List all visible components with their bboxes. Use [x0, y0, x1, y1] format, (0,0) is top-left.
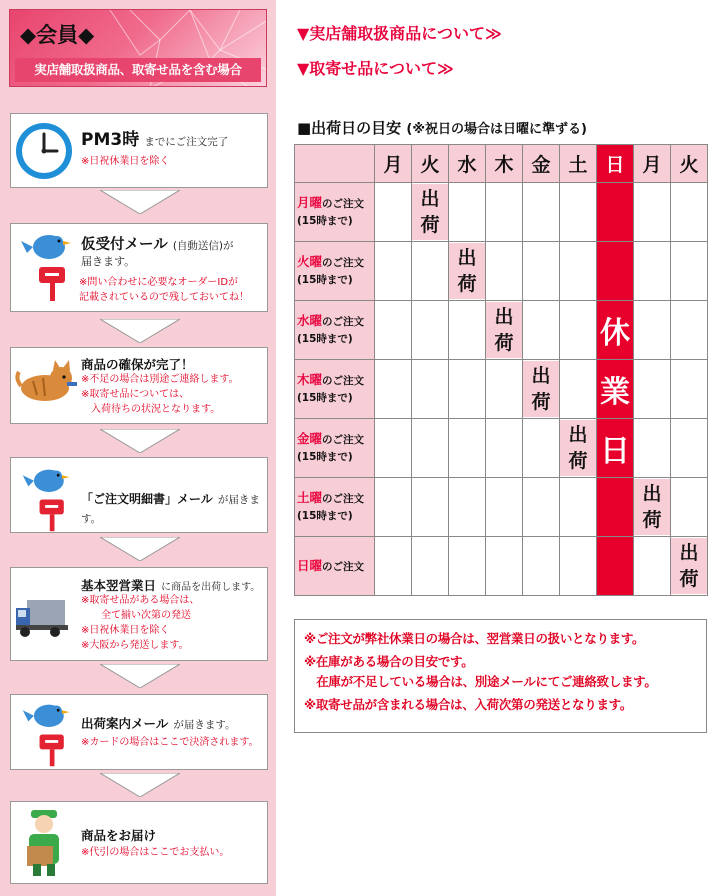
notes-box: [294, 619, 707, 733]
schedule-cell: [523, 183, 560, 242]
ship-label: 荷: [642, 509, 662, 531]
step2-note-1: ※問い合わせに必要なオーダーIDが: [79, 277, 239, 288]
schedule-cell: [634, 301, 671, 360]
schedule-cell: [634, 242, 671, 301]
day-header: 月: [634, 145, 671, 183]
schedule-cell: [634, 360, 671, 419]
ship-marker: [560, 420, 596, 476]
flow-arrow-icon: [100, 773, 180, 797]
schedule-cell: [375, 537, 412, 596]
schedule-cell: [523, 537, 560, 596]
row-day: 木曜: [297, 372, 323, 387]
schedule-cell: [523, 478, 560, 537]
row-label: [295, 537, 375, 596]
day-header: 土: [560, 145, 597, 183]
ship-marker: [412, 184, 448, 240]
schedule-cell: [486, 301, 523, 360]
schedule-cell: [449, 478, 486, 537]
table-row: [295, 360, 708, 419]
day-header: 金: [523, 145, 560, 183]
row-suffix: のご注文: [322, 316, 365, 328]
link-store-products[interactable]: ▼実店舗取扱商品について≫: [297, 24, 502, 43]
schedule-cell: [560, 537, 597, 596]
truck-icon: [15, 596, 79, 640]
delivery-person-icon: [19, 808, 75, 878]
ship-label: 荷: [420, 214, 440, 236]
schedule-cell: [486, 242, 523, 301]
flow-arrow-icon: [100, 319, 180, 343]
table-header-row: [295, 145, 708, 183]
step3-note-1: ※不足の場合は別途ご連絡します。: [81, 374, 239, 385]
row-label: [295, 301, 375, 360]
ship-marker: [486, 302, 522, 358]
schedule-cell: [560, 419, 597, 478]
schedule-cell: [449, 419, 486, 478]
step2-line: 届きます。: [81, 255, 136, 268]
step-delivery: [10, 801, 268, 884]
step1-note: ※日祝休業日を除く: [81, 156, 170, 167]
ship-label: 出: [642, 483, 662, 505]
step2-title: 仮受付メール: [81, 237, 168, 253]
row-suffix: のご注文: [322, 257, 365, 269]
note-order-items: ※取寄せ品が含まれる場合は、入荷次第の発送となります。: [304, 697, 633, 712]
schedule-cell: [375, 183, 412, 242]
ship-label: 荷: [568, 450, 588, 472]
clock-icon: [14, 121, 74, 181]
row-suffix: のご注文: [322, 434, 365, 446]
step3-title: 商品の確保が完了！: [81, 357, 194, 372]
ship-label: 出: [457, 247, 477, 269]
schedule-cell: [449, 242, 486, 301]
row-cutoff: (15時まで): [297, 274, 353, 286]
table-row: [295, 419, 708, 478]
schedule-cell: [486, 183, 523, 242]
flow-arrow-icon: [100, 537, 180, 561]
step-order-complete: [10, 113, 268, 188]
schedule-cell: [671, 478, 708, 537]
schedule-cell: [412, 242, 449, 301]
row-label: [295, 478, 375, 537]
schedule-cell: [449, 360, 486, 419]
schedule-title-main: ■出荷日の目安: [297, 119, 402, 137]
ship-label: 荷: [679, 568, 699, 590]
step4-suffix: が届きます。: [81, 494, 260, 525]
row-cutoff: (15時まで): [297, 392, 353, 404]
holiday-label: 業: [600, 375, 630, 410]
step-order-details-mail: [10, 457, 268, 533]
row-cutoff: (15時まで): [297, 510, 353, 522]
bird-mailbox-icon: [17, 699, 77, 769]
ship-label: 出: [531, 365, 551, 387]
schedule-cell: [671, 183, 708, 242]
schedule-cell: [597, 242, 634, 301]
schedule-cell: [486, 478, 523, 537]
flow-arrow-icon: [100, 429, 180, 453]
schedule-cell: [523, 360, 560, 419]
step7-title: 商品をお届け: [81, 828, 157, 843]
step-shipment: [10, 567, 268, 661]
step-shipping-mail: [10, 694, 268, 770]
schedule-cell: [412, 360, 449, 419]
note-stock: ※在庫がある場合の目安です。: [304, 654, 474, 669]
row-day: 水曜: [297, 313, 323, 328]
cat-icon: [15, 358, 77, 408]
row-label: [295, 242, 375, 301]
header-title: ◆会員◆: [20, 23, 95, 47]
row-cutoff: (15時まで): [297, 333, 353, 345]
note-stock-shortage: 在庫が不足している場合は、別途メールにてご連絡致します。: [304, 674, 657, 689]
schedule-cell: [412, 183, 449, 242]
row-day: 日曜: [297, 557, 323, 573]
schedule-cell: [597, 419, 634, 478]
schedule-cell: [523, 242, 560, 301]
schedule-cell: [634, 419, 671, 478]
ship-label: 出: [420, 188, 440, 210]
bird-mailbox-icon: [17, 464, 77, 534]
table-row: [295, 301, 708, 360]
table-row: [295, 242, 708, 301]
schedule-cell: [449, 183, 486, 242]
schedule-cell: [634, 183, 671, 242]
schedule-cell: [671, 242, 708, 301]
link-order-items[interactable]: ▼取寄せ品について≫: [297, 59, 454, 78]
ship-label: 荷: [457, 273, 477, 295]
day-header: 火: [671, 145, 708, 183]
holiday-label: 日: [600, 434, 630, 469]
row-day: 月曜: [297, 195, 323, 210]
ship-marker: [671, 538, 707, 594]
step-stock-secured: [10, 347, 268, 424]
schedule-cell: [560, 301, 597, 360]
order-flow-panel: [0, 0, 276, 896]
step2-note-2: 記載されているので残しておいてね！: [79, 292, 249, 303]
schedule-cell: [375, 242, 412, 301]
step5-note-2: 全て揃い次第の発送: [101, 610, 191, 621]
note-holiday: ※ご注文が弊社休業日の場合は、翌営業日の扱いとなります。: [304, 631, 645, 646]
schedule-cell: [486, 537, 523, 596]
schedule-cell: [486, 360, 523, 419]
row-cutoff: (15時まで): [297, 215, 353, 227]
schedule-cell: [560, 183, 597, 242]
schedule-cell: [671, 537, 708, 596]
table-row: [295, 478, 708, 537]
table-row: [295, 183, 708, 242]
schedule-cell: [560, 242, 597, 301]
step5-note-3: ※日祝休業日を除く: [81, 625, 170, 636]
row-day: 土曜: [297, 490, 323, 505]
schedule-cell: [412, 537, 449, 596]
ship-marker: [449, 243, 485, 299]
row-suffix: のご注文: [322, 198, 365, 210]
schedule-cell: [412, 301, 449, 360]
ship-marker: [634, 479, 670, 535]
step5-note-4: ※大阪から発送します。: [81, 640, 189, 651]
ship-label: 出: [568, 424, 588, 446]
member-header: [9, 9, 267, 87]
step1-title: PM3時: [81, 130, 140, 150]
step5-note-1: ※取寄せ品がある場合は、: [81, 595, 200, 606]
row-suffix: のご注文: [322, 493, 365, 505]
schedule-cell: [375, 478, 412, 537]
bird-mailbox-icon: [17, 229, 77, 304]
step5-suffix: に商品を出荷します。: [161, 582, 261, 593]
schedule-cell: [412, 478, 449, 537]
row-label: [295, 419, 375, 478]
step-provisional-mail: [10, 223, 268, 312]
schedule-cell: [449, 537, 486, 596]
table-row: [295, 537, 708, 596]
step3-note-2: ※取寄せ品については、: [81, 389, 190, 400]
schedule-cell: [597, 301, 634, 360]
schedule-cell: [560, 360, 597, 419]
schedule-cell: [523, 419, 560, 478]
step7-note: ※代引の場合はここでお支払い。: [81, 847, 230, 858]
header-subtitle: 実店舗取扱商品、取寄せ品を含む場合: [15, 58, 261, 82]
row-label: [295, 183, 375, 242]
day-header: 水: [449, 145, 486, 183]
row-suffix: のご注文: [322, 560, 365, 573]
schedule-cell: [671, 419, 708, 478]
day-header: 火: [412, 145, 449, 183]
shipping-schedule-table: [294, 144, 708, 596]
step3-note-3: 入荷待ちの状況となります。: [91, 404, 221, 415]
schedule-cell: [671, 360, 708, 419]
ship-label: 荷: [494, 332, 514, 354]
ship-label: 出: [679, 542, 699, 564]
row-cutoff: (15時まで): [297, 451, 353, 463]
schedule-cell: [634, 537, 671, 596]
row-day: 火曜: [297, 254, 323, 269]
step6-note: ※カードの場合はここで決済されます。: [81, 737, 259, 748]
holiday-label: 休: [600, 316, 630, 351]
step5-title: 基本翌営業日: [81, 578, 157, 593]
row-label: [295, 360, 375, 419]
corner-cell: [295, 145, 375, 183]
day-header-sunday: 日: [597, 145, 634, 183]
schedule-title-note: (※祝日の場合は日曜に準ずる): [406, 122, 587, 137]
row-suffix: のご注文: [322, 375, 365, 387]
schedule-cell: [449, 301, 486, 360]
step2-suffix: (自動送信)が: [172, 240, 234, 252]
schedule-cell: [597, 478, 634, 537]
schedule-cell: [523, 301, 560, 360]
schedule-cell: [671, 301, 708, 360]
schedule-cell: [634, 478, 671, 537]
ship-label: 荷: [531, 391, 551, 413]
step4-title: 「ご注文明細書」メール: [81, 492, 213, 506]
schedule-cell: [375, 301, 412, 360]
schedule-cell: [597, 537, 634, 596]
schedule-cell: [375, 419, 412, 478]
day-header: 月: [375, 145, 412, 183]
schedule-cell: [412, 419, 449, 478]
flow-arrow-icon: [100, 664, 180, 688]
flow-arrow-icon: [100, 190, 180, 214]
ship-marker: [523, 361, 559, 417]
ship-label: 出: [494, 306, 514, 328]
schedule-cell: [597, 183, 634, 242]
schedule-title: [297, 117, 587, 138]
day-header: 木: [486, 145, 523, 183]
schedule-cell: [597, 360, 634, 419]
step6-suffix: が届きます。: [173, 719, 236, 731]
schedule-cell: [560, 478, 597, 537]
step1-suffix: までにご注文完了: [144, 136, 229, 148]
schedule-cell: [375, 360, 412, 419]
schedule-cell: [486, 419, 523, 478]
step6-title: 出荷案内メール: [81, 716, 169, 731]
row-day: 金曜: [297, 431, 323, 446]
